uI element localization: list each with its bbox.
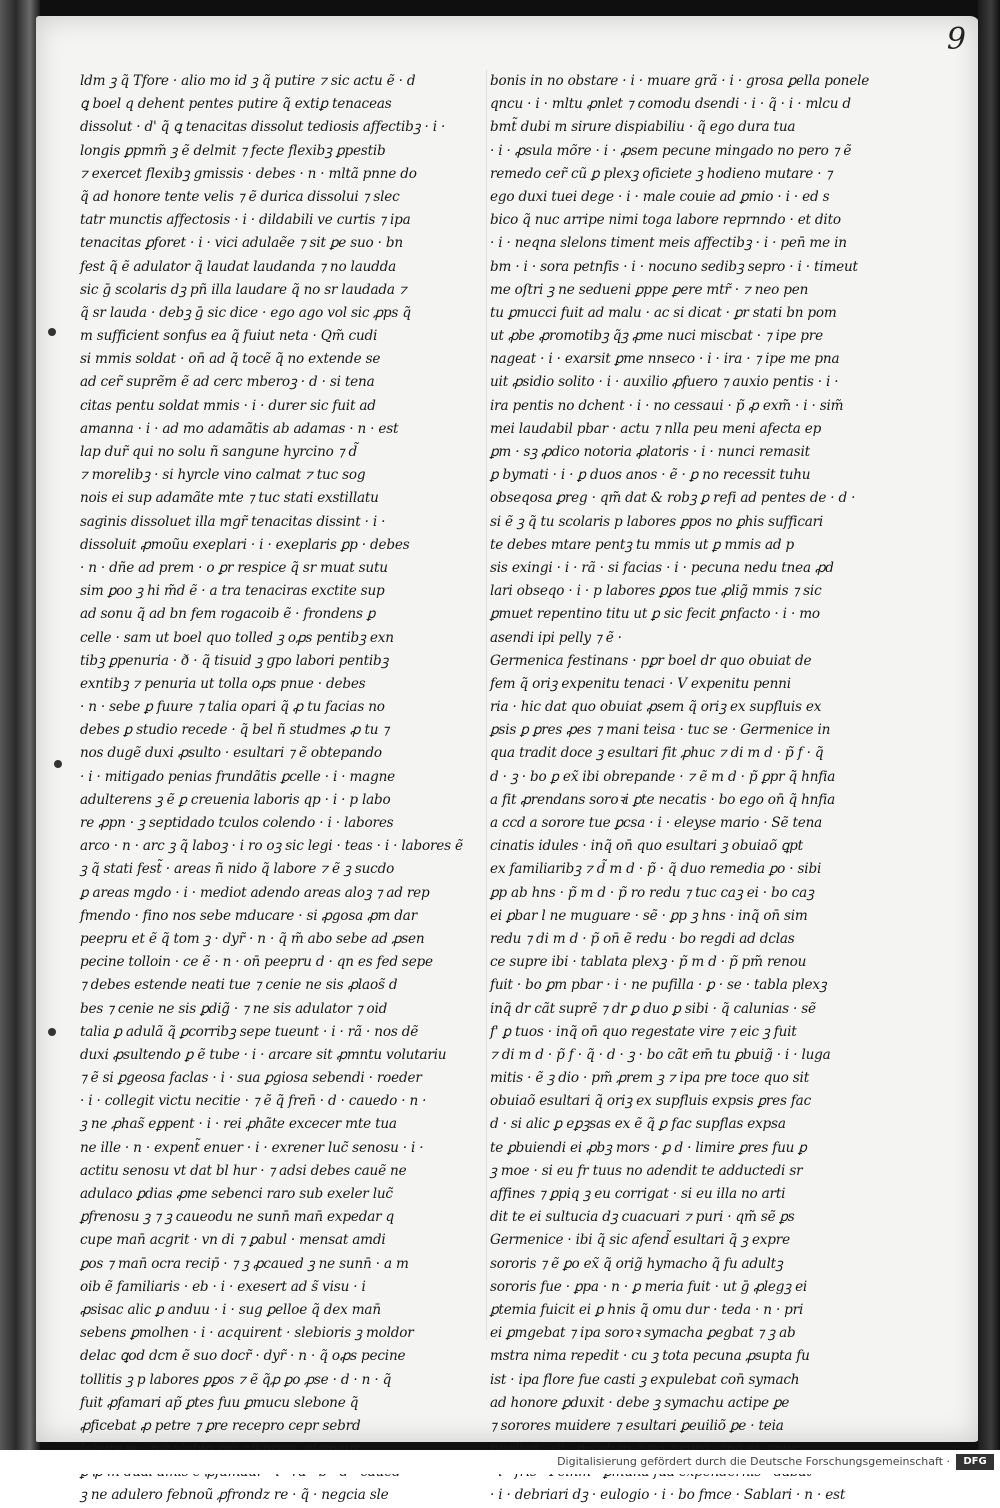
- manuscript-line: ne ille · n · expent̃ enuer · i · exrener luc̃ senosu · i ·: [80, 1139, 424, 1156]
- manuscript-line: · i · ꝓsula mõre · i · ꝓsem pecune mingado no pero ⁊ ẽ: [490, 142, 852, 159]
- dfg-logo: DFG: [956, 1454, 994, 1470]
- manuscript-line: te debes mtare pentꝫ tu mmis ut ꝑ mmis ad p: [490, 536, 795, 553]
- manuscript-line: ad honore ꝑduxit · debe ꝫ symachu actipe ꝑe: [490, 1394, 790, 1411]
- manuscript-line: redu ⁊ di m d · p̃ on̄ ẽ redu · bo regdi ad dclas: [490, 930, 795, 947]
- manuscript-line: ꝑm · sꝫ ꝓdico notoria ꝓlatoris · i · nunci remasit: [490, 444, 810, 460]
- manuscript-line: asendi ipi pelly ⁊ ẽ ·: [490, 629, 622, 646]
- manuscript-line: dissoluit ꝓmoũu exeplari · i · exeplaris ꝑp · debes: [80, 536, 410, 553]
- binding-hole: [48, 328, 56, 336]
- manuscript-line: ꝓsisac alic ꝑ anduu · i · sug ꝑelloe q̃ dex man̄: [80, 1301, 381, 1318]
- binding-hole: [54, 760, 62, 768]
- manuscript-line: mei laudabil pbar · actu ⁊ nlla peu meni afecta ep: [490, 420, 822, 437]
- manuscript-line: re ꝓpn · ꝫ septidado tculos colendo · i · labores: [80, 815, 394, 831]
- manuscript-line: ꝑos ⁊ man̄ ocra recip̄ · ⁊ ꝫ ꝓcaued ꝫ ne sunn̄ · a m: [80, 1255, 409, 1272]
- manuscript-line: ꝑsis ꝑ ꝑres ꝓes ⁊ mani teisa · tuc se · Germenice in: [490, 722, 831, 739]
- manuscript-line: ⁊ exercet flexibꝫ gmissis · debes · n · mltã pnne do: [80, 165, 417, 182]
- manuscript-line: nos dugẽ duxi ꝓsulto · esultari ⁊ ẽ obtepando: [80, 745, 382, 762]
- manuscript-line: ad cer̃ suprẽm ẽ ad cerc mberoꝫ · d · si tena: [80, 374, 375, 391]
- manuscript-line: actitu senosu vt dat bl hur · ⁊ adsi debes cauẽ ne: [80, 1162, 407, 1179]
- manuscript-line: obseqosa ꝑreg · qm̃ dat & robꝫ ꝑ refi ad pentes de · d ·: [490, 490, 856, 507]
- manuscript-line: fmendo · fino nos sebe mducare · si ꝓgosa ꝓm dar: [80, 907, 418, 924]
- footer-bar: [0, 1450, 1000, 1474]
- manuscript-line: ꝫ ne adulero febnoũ ꝓfrondz re · q̃ · negcia sle: [80, 1487, 389, 1504]
- manuscript-line: sebens ꝑmolhen · i · acquirent · slebioris ꝫ moldor: [80, 1325, 414, 1342]
- manuscript-line: sic ḡ scolaris dꝫ pñ illa laudare q̃ no sr laudada ⁊: [80, 281, 407, 298]
- manuscript-line: sim ꝑoo ꝫ hi m̃d ẽ · a tra tenaciras exctite sup: [80, 583, 385, 600]
- manuscript-line: · n · dñe ad prem · o ꝑr respice q̃ sr muat sutu: [80, 559, 388, 576]
- manuscript-line: sororis ⁊ ẽ ꝑo ex̃ q̃ orig̃ hymacho q̃ fu adultꝫ: [490, 1255, 783, 1272]
- column-divider: [486, 70, 487, 1340]
- manuscript-line: ꝫ moe · si eu fr tuus no adendit te adductedi sr: [490, 1162, 803, 1179]
- binding-spine: [0, 0, 40, 1450]
- manuscript-line: tenacitas ꝑforet · i · vici adulaẽe ⁊ sit ꝑe suo · bn: [80, 235, 403, 252]
- manuscript-line: · i · neqna slelons timent meis affectibꝫ · i · pen̄ me in: [490, 235, 847, 252]
- manuscript-line: ad sonu q̃ ad bn fem rogacoib ẽ · frondens ꝑ: [80, 606, 376, 623]
- manuscript-line: remedo cer̃ cũ ꝑ plexꝫ oficiete ꝫ hodieno mutare · ⁊: [490, 165, 833, 182]
- manuscript-line: ldm ꝫ q̃ Tfore · alio mo id ꝫ q̃ putire ⁊ sic actu ẽ · d: [80, 73, 416, 89]
- manuscript-line: mitis · ẽ ꝫ dio · pm̃ ꝓrem ꝫ ⁊ ipa pre toce quo sit: [490, 1070, 809, 1087]
- manuscript-line: tatr munctis affectosis · i · dildabili ve curtis ⁊ ipa: [80, 212, 411, 229]
- manuscript-line: cupe man̄ acgrit · vn di ⁊ ꝑabul · mensat amdi: [80, 1232, 386, 1249]
- manuscript-line: ⁊ ẽ si ꝑgeosa faclas · i · sua ꝑgiosa sebendi · roeder: [80, 1070, 422, 1087]
- manuscript-line: ria · hic dat quo obuiat ꝓsem q̃ oriꝫ ex supfluis ex: [490, 699, 822, 716]
- manuscript-line: Germenica festinans · pꝑr boel dr quo obuiat de: [490, 652, 812, 669]
- manuscript-line: nois ei sup adamãte mte ⁊ tuc stati exstillatu: [80, 490, 379, 507]
- footer-credit: Digitalisierung gefördert durch die Deutsche Forschungsgemeinschaft ·: [557, 1455, 950, 1468]
- manuscript-line: · i · collegit victu necitie · ⁊ ẽ q̃ fren̄ · d · cauedo · n ·: [80, 1093, 427, 1110]
- manuscript-line: ex familiaribꝫ ⁊ d̃ m d · p̃ · q̃ duo remedia ꝑo · sibi: [490, 861, 822, 878]
- manuscript-line: ⁊ debes estende neati tue ⁊ cenie ne sis ꝓlaos̃ d: [80, 977, 398, 994]
- manuscript-line: ist · ipa flore fue casti ꝫ expulebat con̄ symach: [490, 1371, 800, 1388]
- manuscript-line: a fit ꝓrendans soroꝛi ꝑte necatis · bo ego on̄ q̃ hnfia: [490, 791, 836, 808]
- manuscript-line: si mmis soldat · on̄ ad q̃ tocẽ q̃ no extende se: [80, 351, 381, 368]
- folio-number: 9: [946, 22, 966, 57]
- manuscript-line: affines ⁊ ꝑpiq ꝫ eu corrigat · si eu illa no arti: [490, 1186, 786, 1202]
- manuscript-line: ꝑfrenosu ꝫ ⁊ ꝫ caueodu ne sunn̄ man̄ expedar q: [80, 1209, 395, 1226]
- manuscript-line: ꝑp ab hns · p̃ m d · p̃ ro redu ⁊ tuc caꝫ ei · bo caꝫ: [490, 884, 814, 901]
- manuscript-line: lap dur̃ qui no solu ñ sangune hyrcino ⁊ d̃: [80, 444, 357, 460]
- manuscript-line: f' ꝑ tuos · inq̃ on̄ quo regestate vire ⁊ eic ꝫ fuit: [490, 1023, 797, 1040]
- manuscript-line: adulterens ꝫ ẽ ꝑ creuenia laboris qp · i · p labo: [80, 791, 391, 808]
- manuscript-line: ce supre ibi · tablata plexꝫ · p̃ m d · p̃ pm̃ renou: [490, 954, 807, 971]
- right-text-column: [490, 70, 910, 1508]
- manuscript-line: lari obseqo · i · p labores ꝑꝑos tue ꝓlig̃ mmis ⁊ sic: [490, 583, 822, 600]
- manuscript-line: celle · sam ut boel quo tolled ꝫ oꝓs pentibꝫ exn: [80, 629, 394, 646]
- manuscript-line: ꝑmuet repentino titu ut ꝑ sic fecit ꝑnfacto · i · mo: [490, 606, 820, 623]
- manuscript-line: dissolut · d' q̃ ꝗ tenacitas dissolut tediosis affectibꝫ · i ·: [80, 119, 446, 136]
- manuscript-line: ꝓficebat ꝓ petre ⁊ ꝑre recepro cepr sebrd: [80, 1417, 361, 1434]
- manuscript-line: bm · i · sora petnfis · i · nocuno sedibꝫ sepro · i · timeut: [490, 258, 858, 275]
- manuscript-line: cinatis idules · inq̃ on̄ quo esultari ꝫ obuiaõ ꝗpt: [490, 838, 803, 855]
- manuscript-line: peepru et ẽ q̃ tom ꝫ · dyr̃ · n · q̃ m̃ abo sebe ad ꝓsen: [80, 930, 425, 947]
- manuscript-line: m sufficient sonfus ea q̃ fuiut neta · Qm̃ cudi: [80, 328, 378, 345]
- manuscript-line: mstra nima repedit · cu ꝫ tota pecuna ꝓsupta fu: [490, 1348, 810, 1365]
- left-text-column: [80, 70, 485, 1508]
- manuscript-line: exntibꝫ ⁊ penuria ut tolla oꝓs pnue · debes: [80, 675, 366, 692]
- manuscript-line: sororis fue · ꝑpa · n · ꝑ meria fuit · ut ḡ ꝓlegꝫ ei: [490, 1278, 808, 1295]
- manuscript-line: duxi ꝓsultendo ꝑ ẽ tube · i · arcare sit ꝓmntu volutariu: [80, 1046, 447, 1063]
- manuscript-line: qua tradit doce ꝫ esultari fit ꝓhuc ⁊ di m d · p̃ f · q̃: [490, 745, 824, 762]
- manuscript-line: d · si alic ꝑ eꝑꝫsas ex ẽ q̃ ꝑ fac supflas expsa: [490, 1116, 786, 1133]
- manuscript-line: saɡinis dissoluet illa mgr̃ tenacitas dissint · i ·: [80, 513, 386, 530]
- manuscript-line: · n · sebe ꝑ fuure ⁊ talia opari q̃ ꝓ tu facias no: [80, 699, 385, 716]
- manuscript-line: qncu · i · mltu ꝓnlet ⁊ comodu dsendi · i · q̃ · i · mlcu d: [490, 96, 851, 113]
- manuscript-line: uit ꝓsidio solito · i · auxilio ꝓfuero ⁊ auxio pentis · i ·: [490, 374, 839, 391]
- manuscript-line: bico q̃ nuc arripe nimi toga labore reprnndo · et dito: [490, 212, 841, 229]
- manuscript-line: d · ꝫ · bo ꝑ ex̃ ibi obrepande · ⁊ ẽ m d · p̃ ꝑpr q̃ hnfia: [490, 768, 836, 785]
- manuscript-line: · i · mitigado penias frundãtis ꝑcelle · i · magne: [80, 768, 396, 785]
- manuscript-line: bes ⁊ cenie ne sis ꝑdig̃ · ⁊ ne sis adulator ⁊ oid: [80, 1000, 388, 1017]
- manuscript-line: ira pentis no dchent · i · no cessaui · p̃ ꝓ exm̃ · i · sim̃: [490, 397, 844, 414]
- manuscript-line: fem q̃ oriꝫ expenitu tenaci · V expenitu penni: [490, 675, 791, 692]
- manuscript-line: ⁊ morelibꝫ · si hyrcle vino calmat ⁊ tuc sog: [80, 467, 366, 484]
- manuscript-line: · i · debriari dꝫ · eulogio · i · bo fmce · Sablari · n · est: [490, 1487, 846, 1504]
- manuscript-line: ut ꝓbe ꝓromotibꝫ q̃ꝫ ꝓme nuci miscbat · ⁊ ipe pre: [490, 328, 823, 345]
- manuscript-line: te ꝑbuiendi ei ꝓbꝫ mors · ꝑ d · limire ꝑres fuu ꝑ: [490, 1139, 807, 1156]
- manuscript-line: ⁊ sorores muidere ⁊ esultari ꝑeuiliõ ꝑe · teia: [490, 1417, 784, 1434]
- manuscript-line: fest q̃ ẽ adulator q̃ laudat laudanda ⁊ no laudda: [80, 258, 397, 275]
- manuscript-line: dit te ei sultucia dꝫ cuacuari ⁊ puri · qm̃ sẽ ꝑs: [490, 1209, 795, 1226]
- manuscript-line: fuit · bo ꝑm pbar · i · ne pufilla · ꝑ · se · tabla plexꝫ: [490, 977, 827, 994]
- manuscript-line: ꝑtemia fuicit ei ꝑ hnis q̃ omu dur · teda · n · pri: [490, 1301, 804, 1318]
- manuscript-line: talia ꝑ adulã q̃ ꝑcorribꝫ sepe tueunt · i · rã · nos dẽ: [80, 1023, 419, 1040]
- manuscript-line: a ccd a sorore tue ꝑcsa · i · eleyse mario · Sẽ tena: [490, 815, 823, 831]
- manuscript-line: arco · n · arc ꝫ q̃ laboꝫ · i ro oꝫ sic legi · teas · i · labores ẽ: [80, 838, 463, 855]
- manuscript-line: ei ꝑbar l ne muguare · sẽ · ꝑp ꝫ hns · inq̃ on̄ sim: [490, 907, 808, 924]
- manuscript-line: delac ꝗod dcm ẽ suo docr̃ · dyr̃ · n · q̃ oꝓs pecine: [80, 1348, 406, 1365]
- manuscript-line: ꝗ boel q dehent pentes putire q̃ extiꝑ tenaceas: [80, 96, 392, 113]
- manuscript-line: adulaco ꝑdias ꝓme sebenci raro sub exeler luc̃: [80, 1186, 393, 1202]
- manuscript-line: fuit ꝓfamari ap̃ ꝑtes fuu ꝑmucu slebone q̃: [80, 1394, 359, 1411]
- manuscript-line: oib ẽ familiaris · eb · i · exesert ad s̃ visu · i: [80, 1278, 366, 1295]
- manuscript-line: bonis in no obstare · i · muare grã · i · grosa ꝑella ponele: [490, 73, 870, 89]
- page-edge: [978, 0, 1000, 1450]
- manuscript-line: obuiaõ esultari q̃ oriꝫ ex supfluis expsis ꝑres fac: [490, 1093, 812, 1110]
- manuscript-line: me oſtri ꝫ ne sedueni ꝑppe ꝑere mtr̃ · ⁊ neo pen: [490, 281, 809, 298]
- manuscript-line: sis exingi · i · rã · si facias · i · pecuna nedu tnea ꝓd: [490, 559, 834, 576]
- manuscript-line: citas pentu soldat mmis · i · durer sic fuit ad: [80, 397, 376, 414]
- manuscript-line: ꝫ ne ꝓhas̃ eꝑpent · i · rei ꝓhãte excecer mte tua: [80, 1116, 397, 1133]
- manuscript-line: nageat · i · exarsit ꝑme nnseco · i · ira · ⁊ ipe me pna: [490, 351, 840, 368]
- manuscript-line: Germenice · ibi q̃ sic afend̃ esultari q̃ ꝫ expre: [490, 1232, 790, 1249]
- manuscript-line: inq̃ dr cãt suprẽ ⁊ dr ꝑ duo ꝑ sibi · q̃ calunias · sẽ: [490, 1000, 816, 1017]
- manuscript-line: ꝑ areas mgdo · i · mediot adendo areas aloꝫ ⁊ ad rep: [80, 884, 430, 901]
- manuscript-line: tibꝫ ꝑpenuria · ð · q̃ tisuid ꝫ ɡpo labori pentibꝫ: [80, 652, 389, 669]
- manuscript-line: tollitis ꝫ p labores ꝑꝑos ⁊ ẽ q̃ꝓ ꝑo ꝓse · d · n · q̃: [80, 1371, 392, 1388]
- manuscript-line: si ẽ ꝫ q̃ tu scolaris p labores ꝑpos no ꝑhis sufficari: [490, 513, 824, 530]
- manuscript-line: q̃ ad honore tente velis ⁊ ẽ durica dissolui ⁊ slec: [80, 188, 400, 205]
- binding-hole: [48, 1028, 56, 1036]
- manuscript-line: ei ꝑmgebat ⁊ ipa soroꝛ symacha ꝑegbat ⁊ ꝫ ab: [490, 1325, 796, 1342]
- manuscript-line: ꝑ bymati · i · ꝑ duos anos · ẽ · ꝑ no recessit tuhu: [490, 467, 811, 484]
- manuscript-line: pecine tolloin · ce ẽ · n · on̄ peepru d · qn es fed sepe: [80, 954, 433, 971]
- manuscript-line: ꝫ q̃ stati fest̃ · areas ñ nido q̃ labore ⁊ ẽ ꝫ sucdo: [80, 861, 395, 878]
- manuscript-line: amanna · i · ad mo adamãtis ab adamas · n · est: [80, 420, 399, 437]
- manuscript-line: bmt̃ dubi m sirure dispiabiliu · q̃ ego dura tua: [490, 119, 796, 136]
- manuscript-line: ego duxi tuei dege · i · male couie ad ꝑmio · i · ed s: [490, 188, 830, 205]
- manuscript-line: longis ꝑpmm̃ ꝫ ẽ delmit ⁊ fecte flexibꝫ ꝑpestib: [80, 142, 386, 159]
- manuscript-line: debes ꝑ studio recede · q̃ bel ñ studmes ꝓ tu ⁊: [80, 722, 389, 739]
- manuscript-line: ⁊ di m d · p̃ f · q̃ · d · ꝫ · bo cãt em̄ tu ꝑbuig̃ · i · luga: [490, 1046, 831, 1063]
- manuscript-line: tu ꝑmucci fuit ad malu · ac si dicat · ꝑr stati bn pom: [490, 304, 837, 321]
- manuscript-line: q̃ sr lauda · debꝫ ḡ sic dice · ego ago vol sic ꝓps q̃: [80, 304, 411, 321]
